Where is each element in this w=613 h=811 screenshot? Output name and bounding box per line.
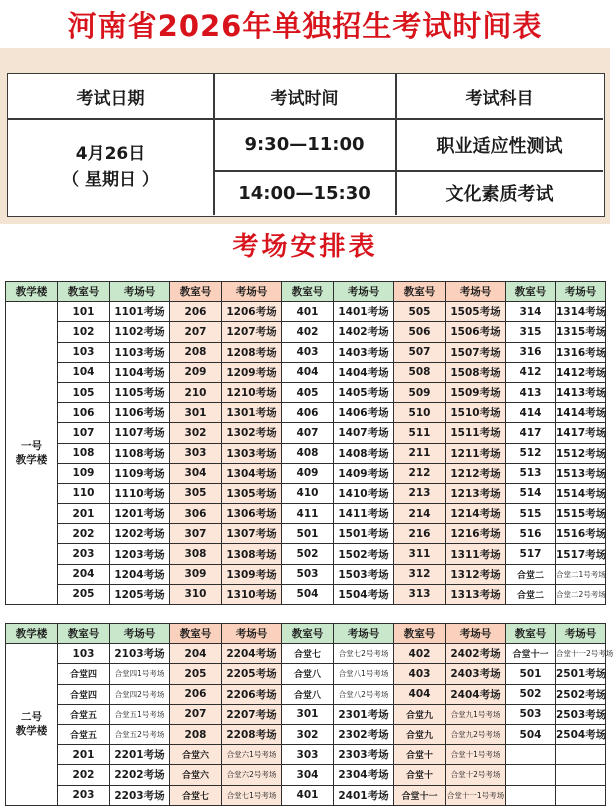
exam-room-cell: 2504考场 <box>556 724 606 744</box>
building-name: 二号 教学楼 <box>6 644 58 806</box>
exam-room-cell: 1212考场 <box>446 463 506 483</box>
room-number-cell: 合堂七 <box>170 785 222 805</box>
column-header: 教室号 <box>170 282 222 302</box>
exam-room-cell: 2204考场 <box>222 644 282 664</box>
room-number-cell: 204 <box>170 644 222 664</box>
exam-room-cell: 2205考场 <box>222 664 282 684</box>
room-number-cell: 110 <box>58 483 110 503</box>
exam-room-cell: 合堂十1号考场 <box>446 745 506 765</box>
exam-room-cell: 1512考场 <box>556 443 606 463</box>
room-number-cell: 417 <box>506 423 556 443</box>
exam-room-cell: 1213考场 <box>446 483 506 503</box>
exam-room-cell: 1207考场 <box>222 322 282 342</box>
room-number-cell: 404 <box>394 684 446 704</box>
exam-room-cell: 1517考场 <box>556 544 606 564</box>
exam-room-cell: 1204考场 <box>110 564 170 584</box>
room-number-cell: 407 <box>282 423 334 443</box>
room-number-cell: 315 <box>506 322 556 342</box>
room-number-cell: 309 <box>170 564 222 584</box>
room-number-cell: 201 <box>58 745 110 765</box>
room-number-cell: 合堂七 <box>282 644 334 664</box>
room-number-cell: 401 <box>282 302 334 322</box>
room-number-cell: 109 <box>58 463 110 483</box>
room-number-cell: 409 <box>282 463 334 483</box>
exam-room-cell: 1406考场 <box>334 403 394 423</box>
exam-room-cell: 合堂八1号考场 <box>334 664 394 684</box>
exam-room-cell: 1101考场 <box>110 302 170 322</box>
room-number-cell: 304 <box>282 765 334 785</box>
exam-room-cell: 1216考场 <box>446 524 506 544</box>
room-number-cell: 合堂五 <box>58 724 110 744</box>
room-number-cell: 205 <box>170 664 222 684</box>
room-number-cell: 302 <box>282 724 334 744</box>
room-number-cell: 合堂十 <box>394 765 446 785</box>
room-number-cell: 103 <box>58 342 110 362</box>
room-number-cell: 108 <box>58 443 110 463</box>
exam-room-cell: 1401考场 <box>334 302 394 322</box>
room-number-cell: 202 <box>58 524 110 544</box>
room-number-cell: 207 <box>170 322 222 342</box>
exam-room-cell: 2302考场 <box>334 724 394 744</box>
room-number-cell: 合堂九 <box>394 724 446 744</box>
table-row <box>6 403 606 423</box>
room-number-cell: 103 <box>58 644 110 664</box>
room-number-cell: 合堂二 <box>506 564 556 584</box>
room-number-cell: 517 <box>506 544 556 564</box>
building-1-room-table <box>5 281 606 605</box>
table-row <box>6 544 606 564</box>
room-number-cell: 316 <box>506 342 556 362</box>
room-number-cell: 501 <box>282 524 334 544</box>
exam-room-cell: 合堂六1号考场 <box>222 745 282 765</box>
exam-room-cell: 1310考场 <box>222 584 282 604</box>
exam-room-cell: 1502考场 <box>334 544 394 564</box>
exam-room-cell: 1514考场 <box>556 483 606 503</box>
exam-room-cell: 1414考场 <box>556 403 606 423</box>
room-number-cell <box>506 785 556 805</box>
exam-date-weekday: （ 星期日 ） <box>62 170 159 190</box>
room-number-cell: 207 <box>170 704 222 724</box>
column-header: 考场号 <box>334 282 394 302</box>
column-header: 考场号 <box>334 624 394 644</box>
exam-schedule-table <box>7 73 605 217</box>
exam-date-day: 4月26日 <box>75 144 146 164</box>
table-row <box>6 322 606 342</box>
room-number-cell: 209 <box>170 362 222 382</box>
exam-room-cell: 1107考场 <box>110 423 170 443</box>
room-number-cell: 512 <box>506 443 556 463</box>
room-number-cell: 314 <box>506 302 556 322</box>
exam-room-cell: 1305考场 <box>222 483 282 503</box>
exam-room-cell: 2201考场 <box>110 745 170 765</box>
exam-room-cell <box>556 785 606 805</box>
column-header: 教室号 <box>58 282 110 302</box>
room-number-cell: 213 <box>394 483 446 503</box>
column-header: 考场号 <box>556 624 606 644</box>
column-header: 教学楼 <box>6 282 58 302</box>
exam-room-cell: 1410考场 <box>334 483 394 503</box>
room-number-cell: 306 <box>170 504 222 524</box>
exam-room-cell: 2103考场 <box>110 644 170 664</box>
room-number-cell: 311 <box>394 544 446 564</box>
exam-room-cell: 1102考场 <box>110 322 170 342</box>
room-number-cell: 510 <box>394 403 446 423</box>
exam-room-cell: 1109考场 <box>110 463 170 483</box>
column-header: 考场号 <box>222 282 282 302</box>
exam-room-cell: 1411考场 <box>334 504 394 524</box>
building-name: 一号 教学楼 <box>6 302 58 605</box>
room-number-cell: 502 <box>282 544 334 564</box>
room-number-cell: 210 <box>170 382 222 402</box>
exam-room-cell: 1309考场 <box>222 564 282 584</box>
exam-room-cell: 1206考场 <box>222 302 282 322</box>
exam-room-cell: 1214考场 <box>446 504 506 524</box>
column-header: 考场号 <box>222 624 282 644</box>
exam-room-cell: 1306考场 <box>222 504 282 524</box>
exam-room-cell: 1201考场 <box>110 504 170 524</box>
room-number-cell: 509 <box>394 382 446 402</box>
exam-room-cell: 2502考场 <box>556 684 606 704</box>
column-header: 教室号 <box>170 624 222 644</box>
room-number-cell: 合堂八 <box>282 664 334 684</box>
exam-room-cell: 1511考场 <box>446 423 506 443</box>
table-row <box>6 382 606 402</box>
room-number-cell: 406 <box>282 403 334 423</box>
room-number-cell: 104 <box>58 362 110 382</box>
exam-room-cell: 合堂七2号考场 <box>334 644 394 664</box>
table-row <box>6 362 606 382</box>
table-row <box>6 564 606 584</box>
exam-room-cell: 合堂九1号考场 <box>446 704 506 724</box>
room-number-cell: 101 <box>58 302 110 322</box>
exam-room-cell: 1110考场 <box>110 483 170 503</box>
room-number-cell: 合堂九 <box>394 704 446 724</box>
room-number-cell: 504 <box>506 724 556 744</box>
table-row <box>6 664 606 684</box>
exam-room-cell: 合堂十2号考场 <box>446 765 506 785</box>
table-row <box>6 302 606 322</box>
room-number-cell: 405 <box>282 382 334 402</box>
exam-room-cell: 1407考场 <box>334 423 394 443</box>
room-number-cell: 505 <box>394 302 446 322</box>
exam-room-cell: 2503考场 <box>556 704 606 724</box>
room-number-cell: 404 <box>282 362 334 382</box>
room-number-cell: 211 <box>394 443 446 463</box>
exam-room-cell: 2203考场 <box>110 785 170 805</box>
room-number-cell: 208 <box>170 724 222 744</box>
exam-room-cell: 2501考场 <box>556 664 606 684</box>
room-number-cell: 403 <box>282 342 334 362</box>
exam-room-cell: 1202考场 <box>110 524 170 544</box>
exam-room-cell: 2304考场 <box>334 765 394 785</box>
room-number-cell: 414 <box>506 403 556 423</box>
room-number-cell: 303 <box>282 745 334 765</box>
room-number-cell: 204 <box>58 564 110 584</box>
exam-date <box>8 119 213 215</box>
room-number-cell: 合堂六 <box>170 765 222 785</box>
exam-room-cell: 1203考场 <box>110 544 170 564</box>
exam-room-cell: 合堂四1号考场 <box>110 664 170 684</box>
exam-room-cell <box>556 745 606 765</box>
room-number-cell: 402 <box>282 322 334 342</box>
table-row <box>6 483 606 503</box>
room-number-cell: 合堂五 <box>58 704 110 724</box>
exam-room-cell: 1501考场 <box>334 524 394 544</box>
room-number-cell: 514 <box>506 483 556 503</box>
exam-room-cell: 1104考场 <box>110 362 170 382</box>
room-number-cell: 411 <box>282 504 334 524</box>
room-number-cell: 308 <box>170 544 222 564</box>
room-number-cell: 502 <box>506 684 556 704</box>
room-number-cell: 107 <box>58 423 110 443</box>
exam-room-cell: 1507考场 <box>446 342 506 362</box>
room-number-cell: 202 <box>58 765 110 785</box>
exam-room-cell: 1311考场 <box>446 544 506 564</box>
room-number-cell: 305 <box>170 483 222 503</box>
table-row <box>6 724 606 744</box>
room-number-cell: 410 <box>282 483 334 503</box>
table-row <box>6 342 606 362</box>
exam-room-cell: 2202考场 <box>110 765 170 785</box>
table-row <box>6 524 606 544</box>
room-number-cell: 102 <box>58 322 110 342</box>
room-number-cell: 508 <box>394 362 446 382</box>
exam-room-cell: 合堂十一2号考场 <box>556 644 606 664</box>
room-number-cell: 501 <box>506 664 556 684</box>
exam-room-cell: 2404考场 <box>446 684 506 704</box>
room-number-cell: 301 <box>170 403 222 423</box>
exam-room-cell: 合堂五2号考场 <box>110 724 170 744</box>
table-row <box>6 644 606 664</box>
room-number-cell: 312 <box>394 564 446 584</box>
table-row <box>6 704 606 724</box>
exam-room-cell: 1513考场 <box>556 463 606 483</box>
room-number-cell: 503 <box>282 564 334 584</box>
room-number-cell: 合堂六 <box>170 745 222 765</box>
room-number-cell: 402 <box>394 644 446 664</box>
room-number-cell: 203 <box>58 544 110 564</box>
exam-room-cell: 1515考场 <box>556 504 606 524</box>
exam-room-cell: 1209考场 <box>222 362 282 382</box>
room-number-cell: 214 <box>394 504 446 524</box>
exam-room-cell: 1402考场 <box>334 322 394 342</box>
room-number-cell: 201 <box>58 504 110 524</box>
room-number-cell <box>506 765 556 785</box>
exam-room-cell: 2208考场 <box>222 724 282 744</box>
column-header: 教室号 <box>394 282 446 302</box>
room-number-cell: 401 <box>282 785 334 805</box>
exam-room-cell: 2303考场 <box>334 745 394 765</box>
column-header: 教室号 <box>394 624 446 644</box>
room-number-cell: 合堂四 <box>58 684 110 704</box>
table-row <box>6 584 606 604</box>
page-title: 河南省2026年单独招生考试时间表 <box>67 9 543 43</box>
session-1-subject: 职业适应性测试 <box>436 135 563 157</box>
table-row <box>6 504 606 524</box>
exam-room-cell: 1205考场 <box>110 584 170 604</box>
building-2-room-table <box>5 623 613 806</box>
exam-room-cell: 1404考场 <box>334 362 394 382</box>
exam-room-cell: 1508考场 <box>446 362 506 382</box>
exam-room-cell: 2403考场 <box>446 664 506 684</box>
room-number-cell: 106 <box>58 403 110 423</box>
room-number-cell: 302 <box>170 423 222 443</box>
exam-room-cell: 1103考场 <box>110 342 170 362</box>
exam-room-cell: 1405考场 <box>334 382 394 402</box>
schedule-header-subject: 考试科目 <box>465 88 534 109</box>
room-number-cell: 507 <box>394 342 446 362</box>
room-number-cell: 301 <box>282 704 334 724</box>
room-number-cell: 516 <box>506 524 556 544</box>
room-number-cell: 合堂二 <box>506 584 556 604</box>
room-number-cell: 合堂四 <box>58 664 110 684</box>
exam-room-cell: 合堂八2号考场 <box>334 684 394 704</box>
column-header: 考场号 <box>556 282 606 302</box>
schedule-header-time: 考试时间 <box>270 88 339 109</box>
room-number-cell: 212 <box>394 463 446 483</box>
exam-room-cell: 合堂九2号考场 <box>446 724 506 744</box>
room-number-cell: 205 <box>58 584 110 604</box>
room-number-cell: 206 <box>170 302 222 322</box>
column-header: 考场号 <box>110 624 170 644</box>
room-number-cell: 506 <box>394 322 446 342</box>
schedule-header-date: 考试日期 <box>76 88 145 109</box>
exam-room-cell: 1509考场 <box>446 382 506 402</box>
exam-room-cell: 1210考场 <box>222 382 282 402</box>
exam-room-cell: 1208考场 <box>222 342 282 362</box>
exam-room-cell: 1304考场 <box>222 463 282 483</box>
table-row <box>6 463 606 483</box>
exam-room-cell: 1315考场 <box>556 322 606 342</box>
room-number-cell: 304 <box>170 463 222 483</box>
column-header: 教室号 <box>506 624 556 644</box>
exam-room-cell: 1403考场 <box>334 342 394 362</box>
exam-room-cell: 1504考场 <box>334 584 394 604</box>
room-number-cell: 合堂十一 <box>394 785 446 805</box>
room-number-cell: 511 <box>394 423 446 443</box>
exam-room-cell: 1301考场 <box>222 403 282 423</box>
table-row <box>6 423 606 443</box>
exam-room-cell: 1417考场 <box>556 423 606 443</box>
exam-room-cell: 合堂四2号考场 <box>110 684 170 704</box>
exam-room-cell: 1211考场 <box>446 443 506 463</box>
exam-room-cell: 1505考场 <box>446 302 506 322</box>
exam-room-cell: 1303考场 <box>222 443 282 463</box>
table-row <box>6 684 606 704</box>
room-number-cell: 206 <box>170 684 222 704</box>
room-number-cell: 313 <box>394 584 446 604</box>
exam-room-cell: 1413考场 <box>556 382 606 402</box>
room-number-cell: 303 <box>170 443 222 463</box>
exam-room-cell: 合堂二2号考场 <box>556 584 606 604</box>
exam-room-cell: 2207考场 <box>222 704 282 724</box>
room-number-cell: 203 <box>58 785 110 805</box>
exam-room-cell: 合堂二1号考场 <box>556 564 606 584</box>
room-number-cell: 310 <box>170 584 222 604</box>
room-number-cell: 408 <box>282 443 334 463</box>
exam-room-cell: 1108考场 <box>110 443 170 463</box>
column-header: 考场号 <box>110 282 170 302</box>
room-number-cell: 合堂十 <box>394 745 446 765</box>
exam-room-cell: 1314考场 <box>556 302 606 322</box>
session-2-subject: 文化素质考试 <box>445 184 554 205</box>
exam-room-cell: 1312考场 <box>446 564 506 584</box>
exam-room-cell: 合堂十一1号考场 <box>446 785 506 805</box>
exam-room-cell <box>556 765 606 785</box>
column-header: 教室号 <box>282 282 334 302</box>
room-number-cell: 412 <box>506 362 556 382</box>
room-number-cell: 503 <box>506 704 556 724</box>
room-number-cell: 合堂十一 <box>506 644 556 664</box>
session-2-time: 14:00—15:30 <box>238 182 371 204</box>
exam-room-cell: 2401考场 <box>334 785 394 805</box>
exam-room-cell: 1106考场 <box>110 403 170 423</box>
exam-room-cell: 1302考场 <box>222 423 282 443</box>
room-number-cell: 413 <box>506 382 556 402</box>
exam-room-cell: 2301考场 <box>334 704 394 724</box>
table-row <box>6 745 606 765</box>
session-1-time: 9:30—11:00 <box>244 134 365 155</box>
column-header: 教室号 <box>506 282 556 302</box>
room-number-cell: 403 <box>394 664 446 684</box>
exam-room-cell: 1503考场 <box>334 564 394 584</box>
exam-room-cell: 1316考场 <box>556 342 606 362</box>
column-header: 教室号 <box>282 624 334 644</box>
exam-room-cell: 1307考场 <box>222 524 282 544</box>
room-number-cell: 216 <box>394 524 446 544</box>
column-header: 考场号 <box>446 624 506 644</box>
room-number-cell <box>506 745 556 765</box>
exam-room-cell: 1313考场 <box>446 584 506 604</box>
room-number-cell: 504 <box>282 584 334 604</box>
table-row <box>6 785 606 805</box>
room-number-cell: 307 <box>170 524 222 544</box>
column-header: 教室号 <box>58 624 110 644</box>
room-number-cell: 105 <box>58 382 110 402</box>
room-number-cell: 208 <box>170 342 222 362</box>
exam-room-cell: 1408考场 <box>334 443 394 463</box>
exam-room-cell: 合堂五1号考场 <box>110 704 170 724</box>
column-header: 考场号 <box>446 282 506 302</box>
exam-room-cell: 1506考场 <box>446 322 506 342</box>
exam-room-cell: 1516考场 <box>556 524 606 544</box>
exam-room-cell: 1510考场 <box>446 403 506 423</box>
exam-room-cell: 1308考场 <box>222 544 282 564</box>
exam-room-cell: 合堂七1号考场 <box>222 785 282 805</box>
exam-room-cell: 2402考场 <box>446 644 506 664</box>
exam-room-cell: 合堂六2号考场 <box>222 765 282 785</box>
table-row <box>6 765 606 785</box>
exam-room-cell: 2206考场 <box>222 684 282 704</box>
table-row <box>6 443 606 463</box>
arrangement-title: 考场安排表 <box>232 232 378 262</box>
room-number-cell: 515 <box>506 504 556 524</box>
room-number-cell: 合堂八 <box>282 684 334 704</box>
exam-room-cell: 1412考场 <box>556 362 606 382</box>
column-header: 教学楼 <box>6 624 58 644</box>
exam-room-cell: 1105考场 <box>110 382 170 402</box>
room-number-cell: 513 <box>506 463 556 483</box>
exam-room-cell: 1409考场 <box>334 463 394 483</box>
